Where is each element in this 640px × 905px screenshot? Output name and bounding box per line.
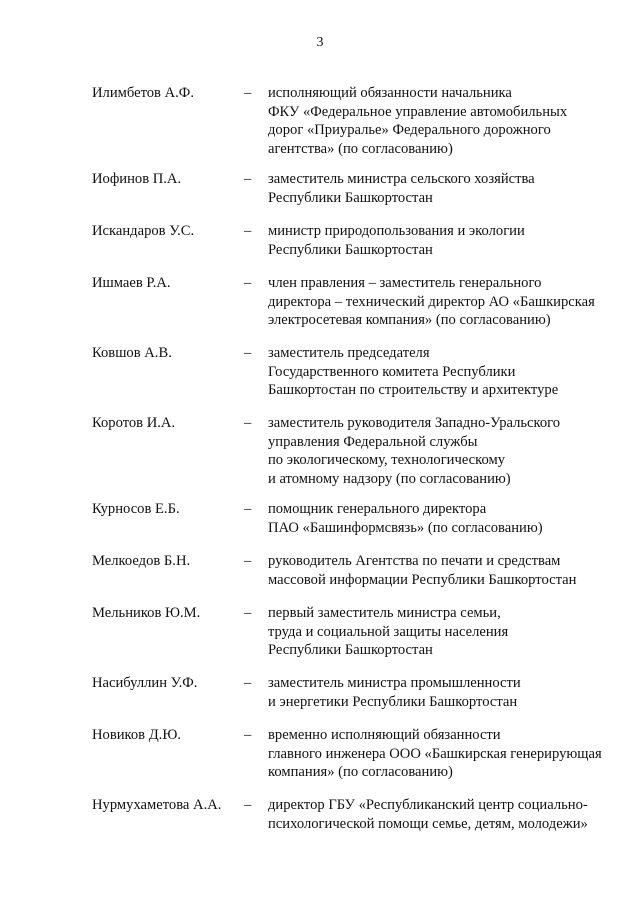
position-line: управления Федеральной службы (268, 433, 478, 450)
position-line: руководитель Агентства по печати и средствам (268, 553, 561, 569)
member-position (268, 500, 628, 537)
member-name: Новиков Д.Ю. (92, 727, 181, 743)
dash-separator: – (244, 85, 252, 101)
position-line: ФКУ «Федеральное управление автомобильных (268, 103, 568, 120)
position-line: Башкортостан по строительству и архитектуре (268, 382, 559, 398)
dash-separator: – (244, 675, 252, 691)
position-line: временно исполняющий обязанности (268, 727, 501, 743)
member-position (268, 170, 628, 207)
position-line: Государственного комитета Республики (268, 363, 516, 380)
position-line: агентства» (по согласованию) (268, 140, 453, 157)
member-name: Ковшов А.В. (92, 345, 172, 361)
position-line: помощник генерального директора (268, 501, 487, 517)
position-line: Республики Башкортостан (268, 642, 433, 658)
position-line: психологической помощи семье, детям, молодежи» (268, 815, 588, 832)
dash-separator: – (244, 797, 252, 813)
position-line: ПАО «Башинформсвязь» (по согласованию) (268, 519, 543, 536)
member-position (268, 274, 628, 330)
member-name: Насибуллин У.Ф. (92, 675, 198, 691)
position-line: по экологическому, технологическому (268, 452, 506, 468)
position-line: дорог «Приуралье» Федерального дорожного (268, 122, 551, 138)
member-position (268, 674, 628, 711)
position-line: электросетевая компания» (по согласованию) (268, 312, 551, 328)
member-position (268, 222, 628, 259)
dash-separator: – (244, 605, 252, 621)
member-position (268, 552, 628, 589)
position-line: Республики Башкортостан (268, 241, 433, 258)
position-line: заместитель руководителя Западно-Уральского (268, 415, 561, 431)
member-name: Мелкоедов Б.Н. (92, 553, 191, 569)
position-line: член правления – заместитель генерального (268, 275, 542, 291)
member-name: Искандаров У.С. (92, 223, 195, 239)
position-line: директор ГБУ «Республиканский центр социально- (268, 797, 588, 813)
position-line: исполняющий обязанности начальника (268, 85, 512, 101)
position-line: директора – технический директор АО «Башкирская (268, 293, 595, 310)
position-line: труда и социальной защиты населения (268, 623, 509, 640)
dash-separator: – (244, 501, 252, 517)
position-line: министр природопользования и экологии (268, 223, 525, 239)
position-line: главного инженера ООО «Башкирская генерирующая (268, 745, 602, 762)
position-line: и энергетики Республики Башкортостан (268, 693, 518, 710)
member-name: Мельников Ю.М. (92, 605, 201, 621)
member-name: Курносов Е.Б. (92, 501, 180, 517)
dash-separator: – (244, 553, 252, 569)
member-name: Иофинов П.А. (92, 171, 182, 187)
member-position (268, 414, 628, 488)
member-position (268, 796, 628, 833)
position-line: Республики Башкортостан (268, 189, 433, 206)
member-name: Илимбетов А.Ф. (92, 85, 194, 101)
member-position (268, 726, 628, 782)
dash-separator: – (244, 415, 252, 431)
member-position (268, 604, 628, 660)
position-line: компания» (по согласованию) (268, 764, 453, 780)
dash-separator: – (244, 171, 252, 187)
member-position (268, 344, 628, 400)
member-position (268, 84, 628, 158)
dash-separator: – (244, 275, 252, 291)
position-line: заместитель министра промышленности (268, 675, 521, 691)
page-number: 3 (316, 35, 324, 50)
dash-separator: – (244, 727, 252, 743)
position-line: массовой информации Республики Башкортостан (268, 571, 577, 588)
dash-separator: – (244, 223, 252, 239)
member-name: Ишмаев Р.А. (92, 275, 171, 291)
position-line: и атомному надзору (по согласованию) (268, 470, 511, 487)
member-name: Нурмухаметова А.А. (92, 797, 222, 813)
position-line: заместитель председателя (268, 345, 430, 361)
position-line: первый заместитель министра семьи, (268, 605, 501, 621)
dash-separator: – (244, 345, 252, 361)
position-line: заместитель министра сельского хозяйства (268, 171, 535, 187)
member-name: Коротов И.А. (92, 415, 176, 431)
